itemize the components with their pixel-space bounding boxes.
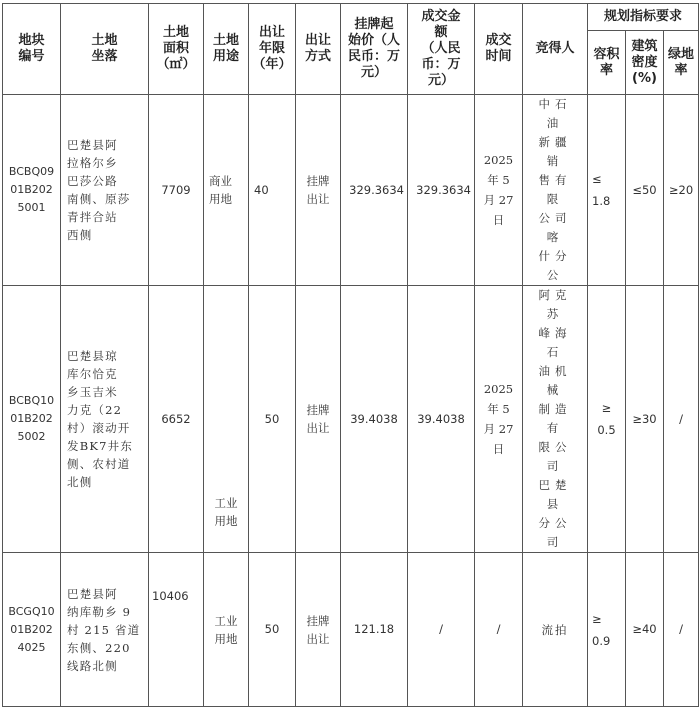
cell-code: BCGQ10 01B202 4025	[3, 553, 61, 707]
cell-green: /	[664, 553, 699, 707]
cell-use: 商业 用地	[204, 95, 249, 286]
header-use: 土地 用途	[204, 4, 249, 95]
header-location: 土地 坐落	[61, 4, 149, 95]
header-planning: 规划指标要求	[588, 4, 699, 31]
cell-years: 50	[249, 553, 296, 707]
header-density: 建筑 密度 (%)	[626, 31, 664, 95]
cell-deal-price: /	[408, 553, 475, 707]
header-years: 出让 年限 （年）	[249, 4, 296, 95]
cell-deal-time: 2025 年 5 月 27 日	[475, 286, 523, 553]
cell-area: 6652	[149, 286, 204, 553]
header-method: 出让 方式	[296, 4, 341, 95]
cell-green: ≥20	[664, 95, 699, 286]
header-buyer: 竞得人	[523, 4, 588, 95]
cell-far: ≥ 0.9	[588, 553, 626, 707]
cell-location: 巴楚县琼 库尔恰克 乡玉吉米 力克（22 村）滚动开 发BK7井东 侧、农村道 北侧	[61, 286, 149, 553]
cell-start-price: 121.18	[341, 553, 408, 707]
cell-start-price: 329.3634	[341, 95, 408, 286]
cell-deal-price: 39.4038	[408, 286, 475, 553]
cell-deal-time: 2025 年 5 月 27 日	[475, 95, 523, 286]
cell-area: 7709	[149, 95, 204, 286]
cell-buyer: 流拍	[523, 553, 588, 707]
cell-method: 挂牌 出让	[296, 95, 341, 286]
cell-deal-price: 329.3634	[408, 95, 475, 286]
header-deal-time: 成交 时间	[475, 4, 523, 95]
header-code: 地块 编号	[3, 4, 61, 95]
header-deal-price: 成交金 额 （人民 币：万 元）	[408, 4, 475, 95]
cell-buyer: 阿克苏 峰海石 油机械 制造有 限公司 巴楚县 分公司	[523, 286, 588, 553]
cell-use: 工业 用地	[204, 553, 249, 707]
cell-method: 挂牌 出让	[296, 286, 341, 553]
cell-density: ≤50	[626, 95, 664, 286]
cell-code: BCBQ09 01B202 5001	[3, 95, 61, 286]
header-start-price: 挂牌起 始价（人 民币：万 元）	[341, 4, 408, 95]
cell-location: 巴楚县阿 拉格尔乡 巴莎公路 南侧、原莎 青拌合站 西侧	[61, 95, 149, 286]
cell-buyer: 中石油 新疆销 售有限 公司喀 什分公	[523, 95, 588, 286]
cell-years: 50	[249, 286, 296, 553]
table-row	[3, 95, 699, 286]
header-green: 绿地 率	[664, 31, 699, 95]
cell-years: 40	[249, 95, 296, 286]
cell-deal-time: /	[475, 553, 523, 707]
header-row-1	[3, 4, 699, 31]
cell-density: ≥30	[626, 286, 664, 553]
cell-use: 工业 用地	[204, 286, 249, 553]
table-row	[3, 553, 699, 707]
cell-far: ≥ 0.5	[588, 286, 626, 553]
cell-method: 挂牌 出让	[296, 553, 341, 707]
header-area: 土地 面积 （㎡）	[149, 4, 204, 95]
cell-start-price: 39.4038	[341, 286, 408, 553]
table-row	[3, 286, 699, 553]
cell-area: 10406	[149, 553, 204, 707]
cell-green: /	[664, 286, 699, 553]
header-far: 容积 率	[588, 31, 626, 95]
cell-location: 巴楚县阿 纳库勒乡 9 村 215 省道 东侧、220 线路北侧	[61, 553, 149, 707]
cell-code: BCBQ10 01B202 5002	[3, 286, 61, 553]
cell-density: ≥40	[626, 553, 664, 707]
cell-far: ≤ 1.8	[588, 95, 626, 286]
land-transfer-table	[2, 3, 699, 707]
